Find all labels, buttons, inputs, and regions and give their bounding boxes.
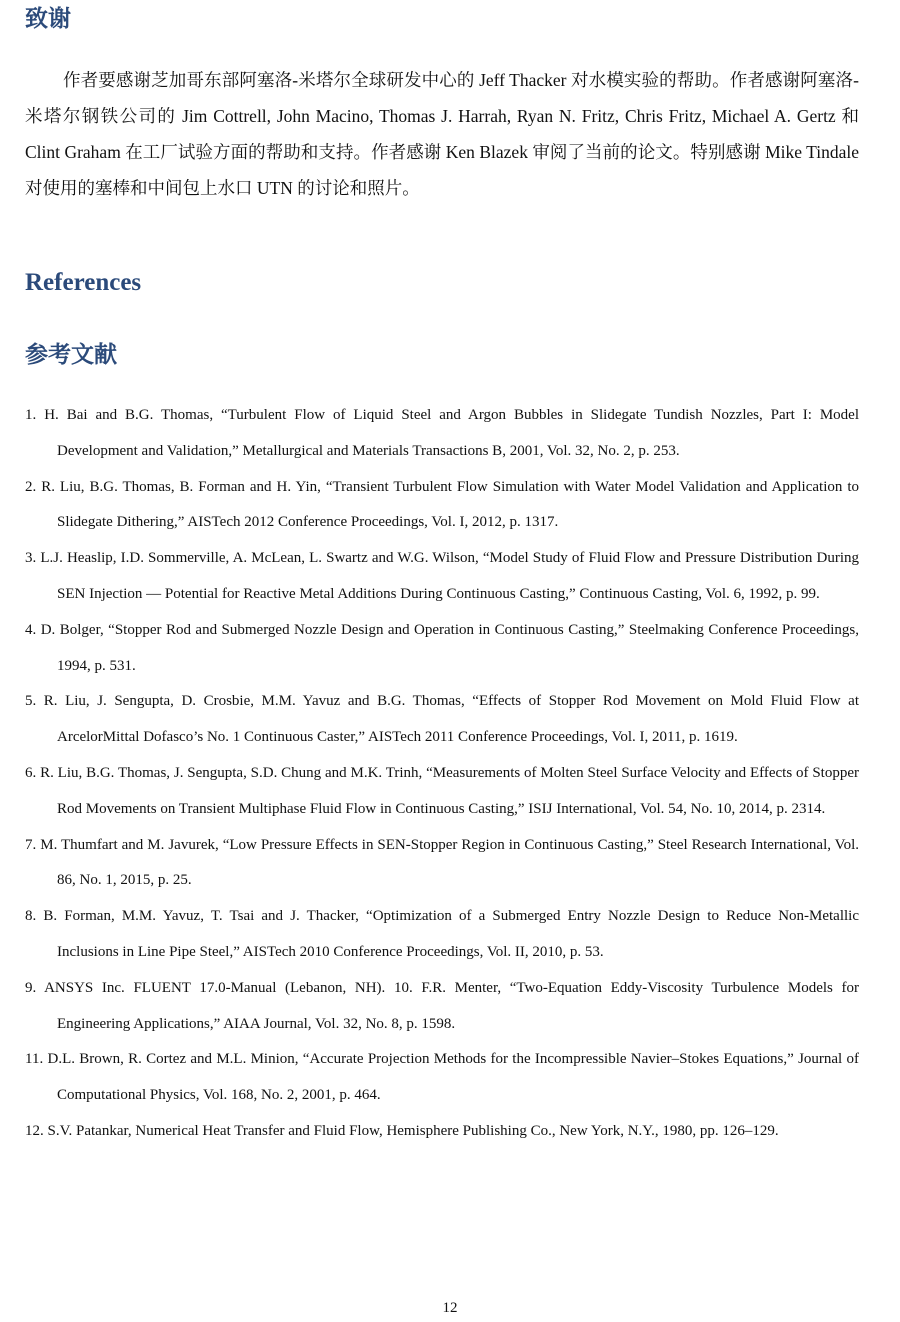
reference-item	[25, 899, 859, 971]
reference-number: 3.	[25, 550, 37, 567]
reference-number: 6.	[25, 764, 37, 781]
reference-text: D.L. Brown, R. Cortez and M.L. Minion, “Accurate Projection Methods for the Incompressible Navier–Stokes Equations,” Journal of Computational Physics, Vol. 168, No. 2, 2001, p. 464.	[47, 1051, 859, 1104]
reference-text: S.V. Patankar, Numerical Heat Transfer and Fluid Flow, Hemisphere Publishing Co., New York, N.Y., 1980, pp. 126–129.	[47, 1122, 779, 1139]
reference-text: B. Forman, M.M. Yavuz, T. Tsai and J. Thacker, “Optimization of a Submerged Entry Nozzle Design to Reduce Non-Metallic Inclusions in Line Pipe Steel,” AISTech 2010 Conference Proceedings, Vol. II, 2010, p. 53.	[43, 908, 860, 960]
reference-item	[25, 971, 859, 1043]
reference-number: 4.	[25, 621, 37, 638]
reference-text: ANSYS Inc. FLUENT 17.0-Manual (Lebanon, NH). 10. F.R. Menter, “Two-Equation Eddy-Viscosity Turbulence Models for Engineering Applications,” AIAA Journal, Vol. 32, No. 8, p. 1598.	[44, 979, 859, 1032]
acknowledgements-heading: 致谢	[25, 6, 71, 32]
reference-number: 12.	[25, 1122, 44, 1139]
reference-item	[25, 613, 859, 685]
reference-text: R. Liu, J. Sengupta, D. Crosbie, M.M. Yavuz and B.G. Thomas, “Effects of Stopper Rod Movement on Mold Fluid Flow at ArcelorMittal Dofasco’s No. 1 Continuous Caster,” AISTech 2011 Conference Proceedings, Vol. I, 2011, p. 1619.	[43, 693, 860, 746]
reference-text: D. Bolger, “Stopper Rod and Submerged Nozzle Design and Operation in Continuous Casting,” Steelmaking Conference Proceedings, 1994, p. 531.	[40, 621, 860, 674]
reference-item	[25, 1114, 859, 1150]
reference-item	[25, 684, 859, 756]
reference-number: 8.	[25, 908, 37, 925]
page-number: 12	[442, 1300, 458, 1316]
reference-item	[25, 1042, 859, 1114]
reference-item	[25, 398, 859, 470]
reference-number: 9.	[25, 979, 37, 996]
reference-text: M. Thumfart and M. Javurek, “Low Pressure Effects in SEN-Stopper Region in Continuous Casting,” Steel Research International, Vol. 86, No. 1, 2015, p. 25.	[40, 836, 859, 889]
reference-item	[25, 756, 859, 828]
reference-number: 7.	[25, 836, 37, 853]
references-heading: References	[25, 269, 142, 296]
reference-item	[25, 541, 859, 613]
acknowledgements-paragraph: 作者要感谢芝加哥东部阿塞洛-米塔尔全球研发中心的 Jeff Thacker 对水模实验的帮助。作者感谢阿塞洛-米塔尔钢铁公司的 Jim Cottrell, John Macino, Thomas J. Harrah, Ryan N. Fritz, Chris Fritz, Michael A. Gertz 和 Clint Graham 在工厂试验方面的帮助和支持。作者感谢 Ken Blazek 审阅了当前的论文。特别感谢 Mike Tindale 对使用的塞棒和中间包上水口 UTN 的讨论和照片。	[25, 70, 859, 198]
reference-text: R. Liu, B.G. Thomas, J. Sengupta, S.D. Chung and M.K. Trinh, “Measurements of Molten Steel Surface Velocity and Effects of Stopper Rod Movements on Transient Multiphase Fluid Flow in Continuous Casting,” ISIJ International, Vol. 54, No. 10, 2014, p. 2314.	[40, 764, 859, 817]
reference-number: 2.	[25, 478, 37, 495]
reference-text: H. Bai and B.G. Thomas, “Turbulent Flow of Liquid Steel and Argon Bubbles in Slidegate Tundish Nozzles, Part I: Model Development and Validation,” Metallurgical and Materials Transactions B, 2001, Vol. 32, No. 2, p. 253.	[44, 407, 860, 459]
reference-item	[25, 470, 859, 542]
reference-text: R. Liu, B.G. Thomas, B. Forman and H. Yin, “Transient Turbulent Flow Simulation with Water Model Validation and Application to Slidegate Dithering,” AISTech 2012 Conference Proceedings, Vol. I, 2012, p. 1317.	[41, 478, 859, 531]
reference-number: 11.	[25, 1051, 44, 1068]
reference-item	[25, 828, 859, 900]
reference-number: 1.	[25, 407, 37, 423]
references-heading-cn: 参考文献	[25, 342, 117, 368]
reference-text: L.J. Heaslip, I.D. Sommerville, A. McLean, L. Swartz and W.G. Wilson, “Model Study of Fluid Flow and Pressure Distribution During SEN Injection — Potential for Reactive Metal Additions During Continuous Casting,” Continuous Casting, Vol. 6, 1992, p. 99.	[40, 550, 860, 602]
reference-number: 5.	[25, 693, 37, 710]
reference-list	[25, 398, 859, 1150]
